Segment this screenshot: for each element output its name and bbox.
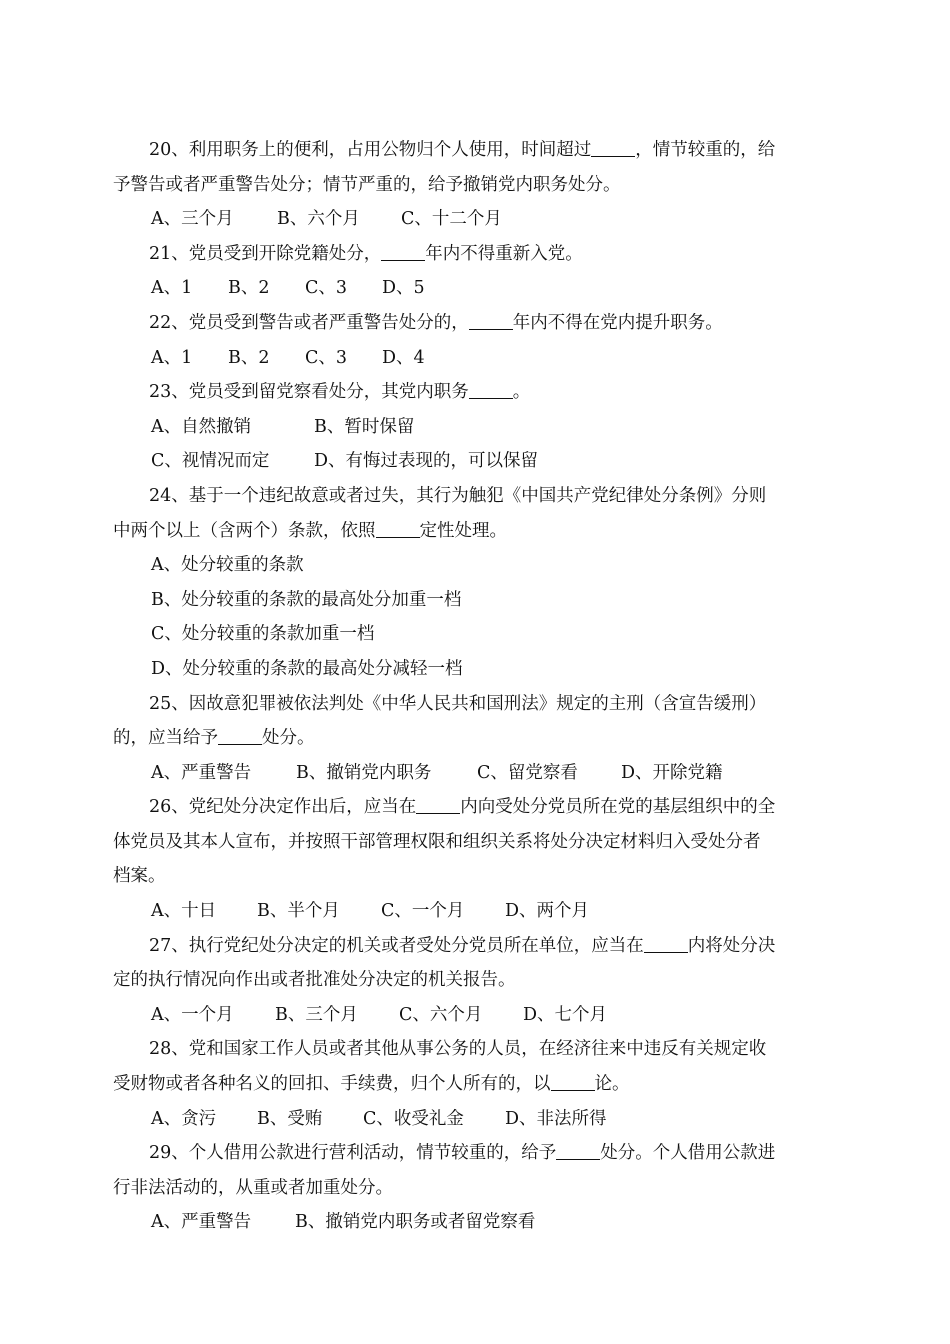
question-text: 体党员及其本人宣布，并按照干部管理权限和组织关系将处分决定材料归入受处分者: [113, 831, 761, 852]
option-line: [113, 756, 837, 791]
option-a: A、三个月: [151, 209, 234, 230]
option-d: D、处分较重的条款的最高处分减轻一档: [151, 658, 463, 679]
question-text: 26、党纪处分决定作出后，应当在 内向受处分党员所在党的基层组织中的全: [149, 797, 776, 818]
answer-blank: [644, 934, 688, 953]
question-29: [113, 1136, 837, 1240]
question-text: 27、执行党纪处分决定的机关或者受处分党员所在单位，应当在 内将处分决: [149, 935, 776, 956]
option-c: C、处分较重的条款加重一档: [151, 624, 375, 645]
answer-blank: [591, 139, 635, 158]
question-27: [113, 929, 837, 1033]
question-text: 受财物或者各种名义的回扣、手续费，归个人所有的，以 论。: [113, 1074, 630, 1095]
option-d: D、非法所得: [505, 1108, 607, 1129]
option-b: B、2: [228, 347, 270, 368]
option-a: A、自然撤销: [151, 416, 252, 437]
option-c: C、视情况而定: [151, 451, 270, 472]
option-a: A、处分较重的条款: [151, 555, 304, 576]
answer-blank: [469, 311, 513, 330]
question-text: 29、个人借用公款进行营利活动，情节较重的，给予 处分。个人借用公款进: [149, 1143, 776, 1164]
answer-blank: [551, 1073, 595, 1092]
option-a: A、1: [151, 347, 193, 368]
option-c: C、3: [305, 347, 348, 368]
option-a: A、一个月: [151, 1004, 234, 1025]
option-b: B、撤销党内职务或者留党察看: [295, 1212, 536, 1233]
question-text: 25、因故意犯罪被依法判处《中华人民共和国刑法》规定的主刑（含宣告缓刑）: [149, 693, 767, 714]
option-b: B、六个月: [277, 209, 360, 230]
question-text: 23、党员受到留党察看处分，其党内职务 。: [149, 382, 531, 403]
option-a: A、严重警告: [151, 1212, 252, 1233]
option-line: [113, 998, 837, 1033]
option-d: D、两个月: [505, 901, 590, 922]
option-line: [113, 444, 837, 479]
answer-blank: [218, 727, 262, 746]
option-a: A、十日: [151, 901, 217, 922]
question-24: [113, 479, 837, 687]
option-b: B、2: [228, 278, 270, 299]
option-c: C、一个月: [381, 901, 465, 922]
question-21: [113, 237, 837, 306]
question-20: [113, 133, 837, 237]
option-d: D、开除党籍: [621, 762, 723, 783]
question-28: [113, 1032, 837, 1136]
question-text: 的，应当给予 处分。: [113, 728, 315, 749]
question-text: 21、党员受到开除党籍处分， 年内不得重新入党。: [149, 243, 583, 264]
option-line: [113, 202, 837, 237]
question-23: [113, 375, 837, 479]
option-c: C、留党察看: [477, 762, 578, 783]
option-b: B、撤销党内职务: [296, 762, 432, 783]
option-b: B、暂时保留: [314, 416, 415, 437]
option-line: [113, 1205, 837, 1240]
question-25: [113, 687, 837, 791]
option-a: A、严重警告: [151, 762, 252, 783]
option-a: A、贪污: [151, 1108, 217, 1129]
document-page: [113, 133, 837, 1240]
question-22: [113, 306, 837, 375]
option-d: D、七个月: [523, 1004, 608, 1025]
question-text: 22、党员受到警告或者严重警告处分的， 年内不得在党内提升职务。: [149, 312, 723, 333]
question-text: 28、党和国家工作人员或者其他从事公务的人员，在经济往来中违反有关规定收: [149, 1039, 767, 1060]
question-text: 定的执行情况向作出或者批准处分决定的机关报告。: [113, 970, 516, 991]
option-b: B、处分较重的条款的最高处分加重一档: [151, 589, 462, 610]
answer-blank: [556, 1142, 600, 1161]
option-c: C、十二个月: [401, 209, 502, 230]
option-line: [113, 1102, 837, 1137]
question-text: 24、基于一个违纪故意或者过失，其行为触犯《中国共产党纪律处分条例》分则: [149, 485, 767, 506]
question-text: 20、利用职务上的便利，占用公物归个人使用，时间超过 ，情节较重的，给: [149, 140, 776, 160]
option-c: C、六个月: [399, 1004, 483, 1025]
answer-blank: [381, 242, 425, 261]
answer-blank: [376, 519, 420, 538]
option-line: [113, 271, 837, 306]
option-line: [113, 341, 837, 376]
question-26: [113, 790, 837, 928]
option-b: B、半个月: [257, 901, 340, 922]
option-c: C、3: [305, 278, 348, 299]
question-text: 予警告或者严重警告处分；情节严重的，给予撤销党内职务处分。: [113, 174, 621, 195]
answer-blank: [469, 381, 513, 400]
option-c: C、收受礼金: [363, 1108, 464, 1129]
option-b: B、受贿: [257, 1108, 323, 1129]
question-text: 中两个以上（含两个）条款，依照 定性处理。: [113, 520, 507, 541]
question-text: 行非法活动的，从重或者加重处分。: [113, 1177, 393, 1198]
question-text: 档案。: [113, 866, 166, 887]
option-d: D、5: [382, 278, 425, 299]
option-b: B、三个月: [275, 1004, 358, 1025]
option-a: A、1: [151, 278, 193, 299]
answer-blank: [416, 796, 460, 815]
option-line: [113, 894, 837, 929]
option-d: D、4: [382, 347, 425, 368]
option-d: D、有悔过表现的，可以保留: [314, 451, 539, 472]
option-line: [113, 410, 837, 445]
